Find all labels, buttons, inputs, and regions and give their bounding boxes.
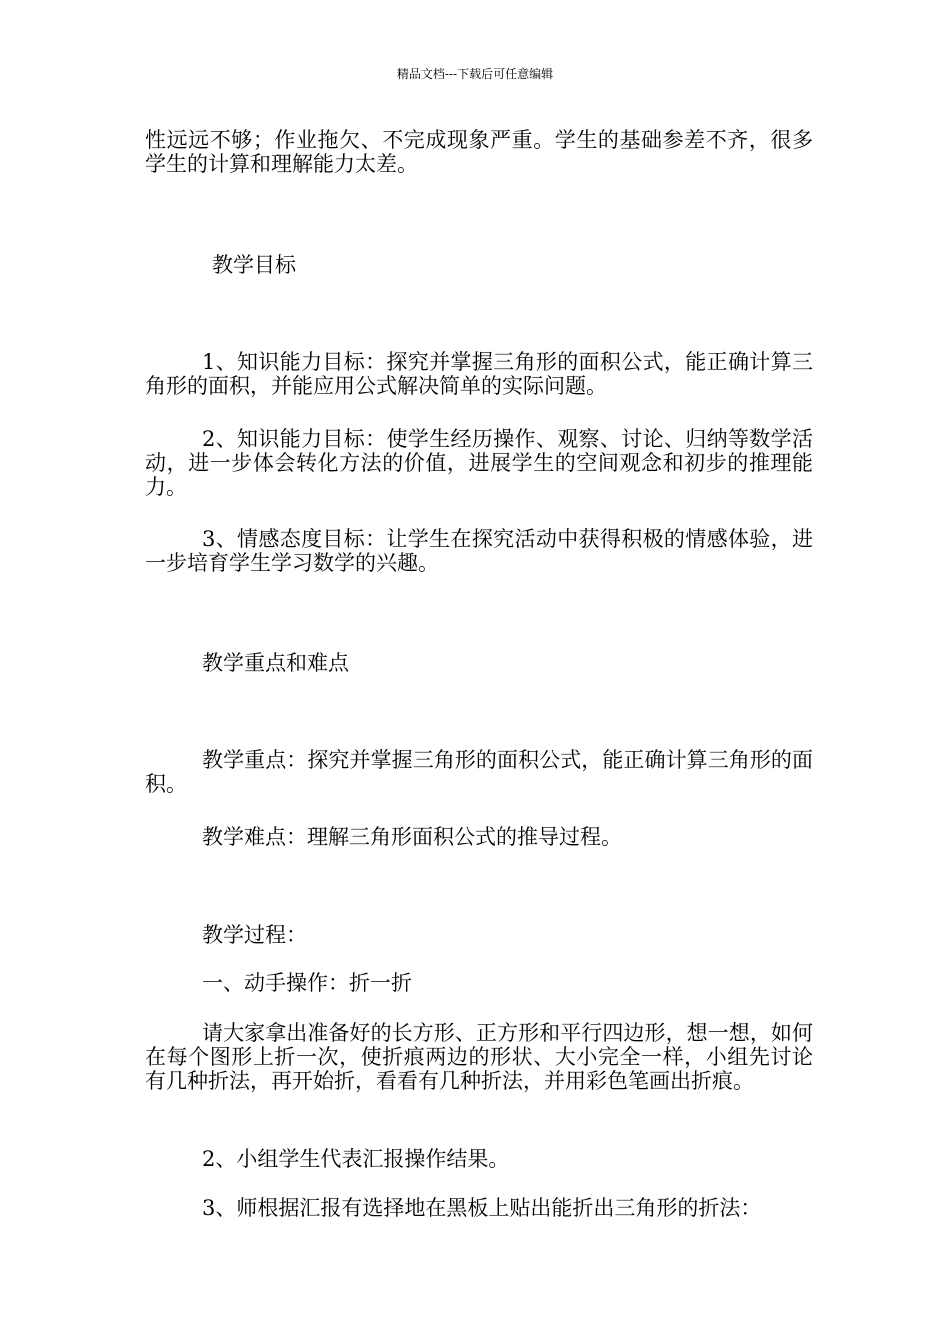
- step-3-paragraph: 3、师根据汇报有选择地在黑板上贴出能折出三角形的折法：: [202, 1196, 762, 1220]
- key-difficult-heading: 教学重点和难点: [202, 651, 349, 675]
- goal-2-paragraph: 2、知识能力目标：使学生经历操作、观察、讨论、归纳等数学活动，进一步体会转化方法的价值，进展学生的空间观念和初步的推理能力。: [145, 427, 813, 499]
- step-2-paragraph: 2、小组学生代表汇报操作结果。: [202, 1147, 510, 1171]
- page-header: 精品文档---下载后可任意编辑: [396, 67, 554, 81]
- step-1-heading: 一、动手操作：折一折: [202, 971, 412, 995]
- intro-paragraph: 性远远不够；作业拖欠、不完成现象严重。学生的基础参差不齐，很多学生的计算和理解能力太差。: [145, 128, 813, 176]
- key-point-paragraph: 教学重点：探究并掌握三角形的面积公式，能正确计算三角形的面积。: [145, 748, 813, 796]
- difficult-point-paragraph: 教学难点：理解三角形面积公式的推导过程。: [202, 825, 622, 849]
- goal-1-paragraph: 1、知识能力目标：探究并掌握三角形的面积公式，能正确计算三角形的面积，并能应用公式解决简单的实际问题。: [145, 350, 813, 398]
- goals-heading: 教学目标: [212, 253, 296, 277]
- goal-3-paragraph: 3、情感态度目标：让学生在探究活动中获得积极的情感体验，进一步培育学生学习数学的兴趣。: [145, 527, 813, 575]
- step-1-detail-paragraph: 请大家拿出准备好的长方形、正方形和平行四边形，想一想，如何在每个图形上折一次，使折痕两边的形状、大小完全一样，小组先讨论有几种折法，再开始折，看看有几种折法，并用彩色笔画出折痕。: [145, 1021, 813, 1093]
- process-heading: 教学过程：: [202, 923, 307, 947]
